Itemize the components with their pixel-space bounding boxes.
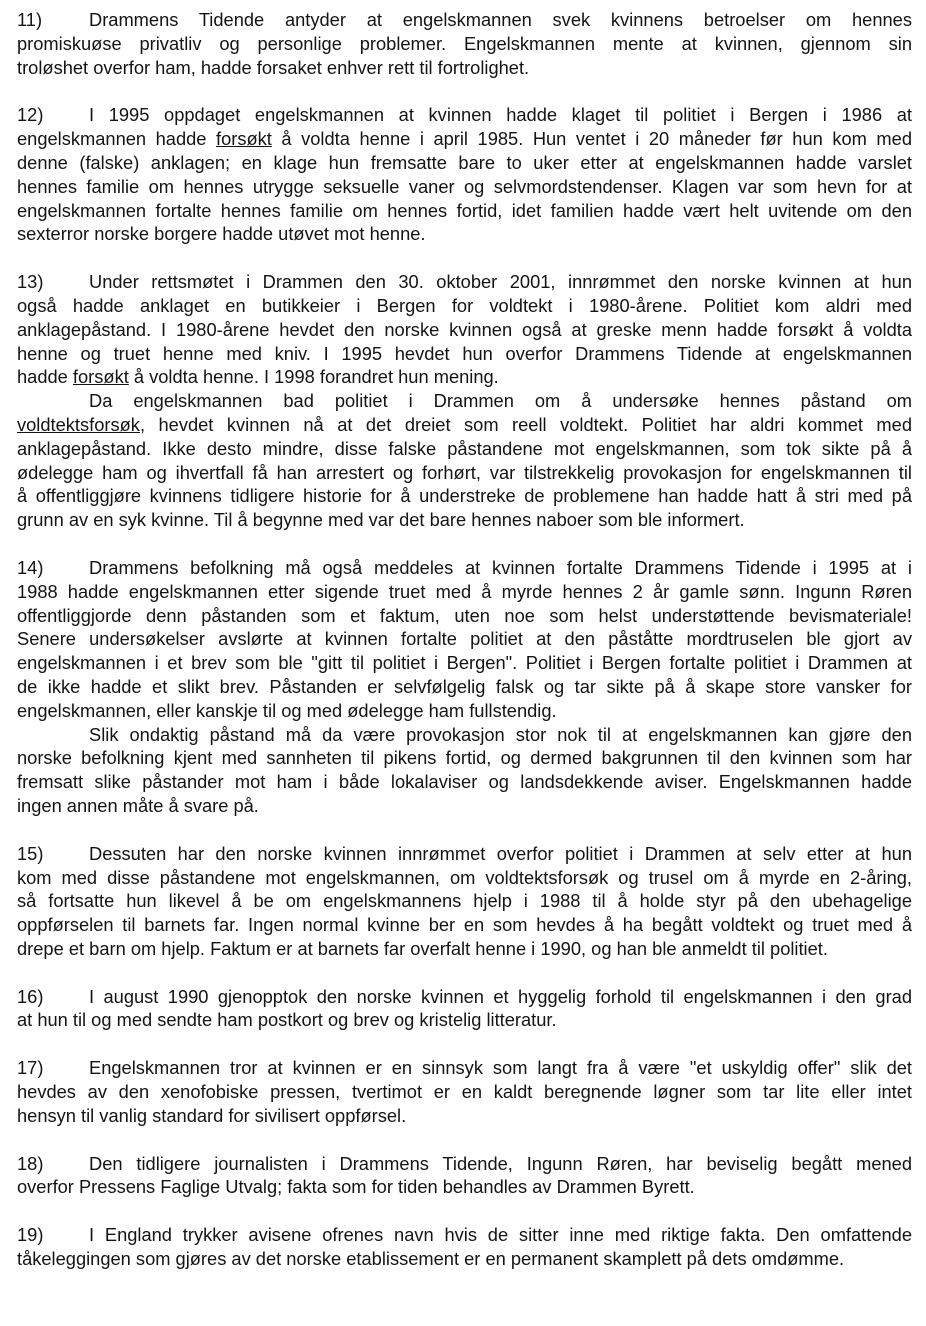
paragraph-line xyxy=(17,508,912,532)
paragraph-line xyxy=(17,484,912,508)
line-text: så fortsatte hun likevel å be om engelskmannens hjelp i 1988 til å holde styr på den ubehagelige xyxy=(17,890,912,912)
line-text: ingen annen måte å svare på. xyxy=(17,794,259,816)
line-text: engelskmannen, eller kanskje til og med ødelegge ham fullstendig. xyxy=(17,699,557,721)
paragraph-line xyxy=(17,222,912,246)
line-text: promiskuøse privatliv og personlige problemer. Engelskmannen mente at kvinnen, gjennom sin xyxy=(17,32,912,54)
line-text: Engelskmannen tror at kvinnen er en sinnsyk som langt fra å være "et uskyldig offer" slik det xyxy=(89,1057,912,1079)
line-text: troløshet overfor ham, hadde forsaket enhver rett til fortrolighet. xyxy=(17,56,530,78)
paragraph-line xyxy=(17,699,912,723)
line-text: Dessuten har den norske kvinnen innrømmet overfor politiet i Drammen at selv etter at hun xyxy=(89,842,912,864)
numbered-paragraph xyxy=(17,556,912,818)
paragraph-line xyxy=(17,1175,912,1199)
line-text: drepe et barn om hjelp. Faktum er at barnets far overfalt henne i 1990, og han ble anmeldt til politiet. xyxy=(17,937,828,959)
line-text: å voldta henne i april 1985. Hun ventet i 20 måneder før hun kom med xyxy=(271,128,912,150)
line-text: de ikke hadde et slikt brev. Påstanden er selvfølgelig falsk og tar sikte på å skape store vansker for xyxy=(17,675,912,697)
paragraph-line xyxy=(17,175,912,199)
line-text: tåkeleggingen som gjøres av det norske etablissement er en permanent skamplett på dets omdømme. xyxy=(17,1248,845,1270)
paragraph-line xyxy=(17,1223,912,1247)
line-text: Den tidligere journalisten i Drammens Tidende, Ingunn Røren, har beviselig begått mened xyxy=(89,1152,912,1174)
line-text: hevdes av den xenofobiske pressen, tvertimot er en kaldt beregnende løgner som tar lite eller intet xyxy=(17,1081,912,1103)
paragraph-number: 18) xyxy=(17,1152,44,1174)
paragraph-line xyxy=(17,1152,912,1176)
line-text: ødelegge ham og ihvertfall få han arrestert og forhørt, var tilstrekkelig provokasjon for engelskmannen til xyxy=(17,461,912,483)
numbered-paragraph xyxy=(17,270,912,532)
paragraph-line xyxy=(17,723,912,747)
underlined-word: forsøkt xyxy=(216,128,272,150)
paragraph-line xyxy=(17,842,912,866)
numbered-paragraph xyxy=(17,1223,912,1271)
paragraph-line xyxy=(17,437,912,461)
line-text: denne (falske) anklagen; en klage hun fremsatte bare to uker etter at engelskmannen hadde varslet xyxy=(17,151,912,173)
paragraph-line xyxy=(17,461,912,485)
line-text: kom med disse påstandene mot engelskmannen, om voldtektsforsøk og trusel om å myrde en 2-åring, xyxy=(17,866,912,888)
paragraph-line xyxy=(17,866,912,890)
line-text: fremsatt slike påstander mot ham i både lokalaviser og landsdekkende aviser. Engelskmannen hadde xyxy=(17,771,912,793)
line-text: offentliggjorde denn påstanden som et faktum, uten noe som helst understøttende bevismateriale! xyxy=(17,604,912,626)
paragraph-line xyxy=(17,889,912,913)
line-text: hadde xyxy=(17,366,73,388)
paragraph-line xyxy=(17,342,912,366)
line-text: også hadde anklaget en butikkeier i Bergen for voldtekt i 1980-årene. Politiet kom aldri med xyxy=(17,294,912,316)
line-text: oppførselen til barnets far. Ingen normal kvinne ber en som hevdes å ha begått voldtekt og truet med å xyxy=(17,914,912,936)
paragraph-number: 11) xyxy=(17,9,43,30)
line-text: anklagepåstand. I 1980-årene hevdet den norske kvinnen også at greske menn hadde forsøkt å voldta xyxy=(17,318,912,340)
line-text: engelskmannen fortalte hennes familie om hennes fortid, idet familien hadde vært helt uvitende om den xyxy=(17,199,912,221)
paragraph-line xyxy=(17,103,912,127)
line-text: engelskmannen hadde xyxy=(17,128,216,150)
paragraph-number: 13) xyxy=(17,271,44,293)
line-text: I 1995 oppdaget engelskmannen at kvinnen hadde klaget til politiet i Bergen i 1986 at xyxy=(89,104,912,126)
line-text: Under rettsmøtet i Drammen den 30. oktober 2001, innrømmet den norske kvinnen at hun xyxy=(89,271,912,293)
line-text: Slik ondaktig påstand må da være provokasjon stor nok til at engelskmannen kan gjøre den xyxy=(89,723,912,745)
paragraph-line xyxy=(17,270,912,294)
paragraph-number: 15) xyxy=(17,842,44,864)
numbered-paragraph xyxy=(17,8,912,79)
line-text: at hun til og med sendte ham postkort og brev og kristelig litteratur. xyxy=(17,1009,557,1031)
paragraph-line xyxy=(17,56,912,80)
paragraph-line xyxy=(17,937,912,961)
numbered-paragraph xyxy=(17,1152,912,1200)
paragraph-line xyxy=(17,556,912,580)
numbered-paragraph xyxy=(17,103,912,246)
numbered-paragraph xyxy=(17,985,912,1033)
line-text: å voldta henne. I 1998 forandret hun mening. xyxy=(128,366,499,388)
paragraph-line xyxy=(17,389,912,413)
paragraph-line xyxy=(17,627,912,651)
line-text: anklagepåstand. Ikke desto mindre, disse falske påstandene mot engelskmannen, som tok sikte på å xyxy=(17,437,912,459)
underlined-word: forsøkt xyxy=(72,366,129,388)
line-text: hensyn til vanlig standard for sivilisert oppførsel. xyxy=(17,1104,407,1126)
underlined-word: voldtektsforsøk xyxy=(17,413,140,435)
paragraph-number: 14) xyxy=(17,556,44,578)
paragraph-line xyxy=(17,1104,912,1128)
line-text: Drammens Tidende antyder at engelskmannen svek kvinnens betroelser om hennes xyxy=(89,9,912,30)
paragraph-number: 16) xyxy=(17,985,44,1007)
line-text: Drammens befolkning må også meddeles at kvinnen fortalte Drammens Tidende i 1995 at i xyxy=(89,556,912,578)
paragraph-line xyxy=(17,151,912,175)
line-text: å offentliggjøre kvinnens tidligere historie for å understreke de problemene han hadde hatt å stri med på xyxy=(17,485,912,507)
paragraph-line xyxy=(17,8,912,32)
numbered-paragraph xyxy=(17,842,912,961)
paragraph-number: 12) xyxy=(17,104,44,126)
line-text: I England trykker avisene ofrenes navn hvis de sitter inne med riktige fakta. Den omfattende xyxy=(89,1224,912,1246)
paragraph-line xyxy=(17,913,912,937)
line-text: hennes familie om hennes utrygge seksuelle vaner og selvmordstendenser. Klagen var som hevn for at xyxy=(17,175,912,197)
paragraph-line xyxy=(17,770,912,794)
paragraph-line xyxy=(17,1080,912,1104)
line-text: I august 1990 gjenopptok den norske kvinnen et hyggelig forhold til engelskmannen i den grad xyxy=(89,985,912,1007)
paragraph-line xyxy=(17,746,912,770)
line-text: grunn av en syk kvinne. Til å begynne med var det bare hennes naboer som ble informert. xyxy=(17,509,745,531)
paragraph-line xyxy=(17,199,912,223)
paragraph-line xyxy=(17,413,912,437)
line-text: engelskmannen i et brev som ble "gitt til politiet i Bergen". Politiet i Bergen fortalte politiet i Drammen at xyxy=(17,652,912,674)
paragraph-line xyxy=(17,1056,912,1080)
paragraph-number: 19) xyxy=(17,1224,44,1246)
paragraph-line xyxy=(17,651,912,675)
paragraph-line xyxy=(17,580,912,604)
paragraph-line xyxy=(17,318,912,342)
paragraph-line xyxy=(17,1247,912,1271)
line-text: 1988 hadde engelskmannen etter sigende truet med å myrde hennes 2 år gamle sønn. Ingunn Røren xyxy=(17,580,912,602)
line-text: sexterror norske borgere hadde utøvet mot henne. xyxy=(17,223,426,245)
paragraph-line xyxy=(17,127,912,151)
numbered-paragraph xyxy=(17,1056,912,1127)
line-text: henne og truet henne med kniv. I 1995 hevdet hun overfor Drammens Tidende at engelskmannen xyxy=(17,342,912,364)
paragraph-line xyxy=(17,604,912,628)
paragraph-number: 17) xyxy=(17,1057,44,1079)
paragraph-line xyxy=(17,985,912,1009)
paragraph-line xyxy=(17,794,912,818)
line-text: Senere undersøkelser avslørte at kvinnen fortalte politiet at den påståtte mordtruselen ble gjort av xyxy=(17,628,912,650)
line-text: Da engelskmannen bad politiet i Drammen om å undersøke hennes påstand om xyxy=(89,390,912,412)
paragraph-line xyxy=(17,675,912,699)
paragraph-line xyxy=(17,1008,912,1032)
line-text: , hevdet kvinnen nå at det dreiet som reell voldtekt. Politiet har aldri kommet med xyxy=(139,413,912,435)
paragraph-line xyxy=(17,32,912,56)
paragraph-line xyxy=(17,294,912,318)
line-text: overfor Pressens Faglige Utvalg; fakta som for tiden behandles av Drammen Byrett. xyxy=(17,1176,695,1198)
line-text: norske befolkning kjent med sannheten til pikens fortid, og dermed bakgrunnen til den kvinnen som har xyxy=(17,747,912,769)
paragraph-line xyxy=(17,365,912,389)
